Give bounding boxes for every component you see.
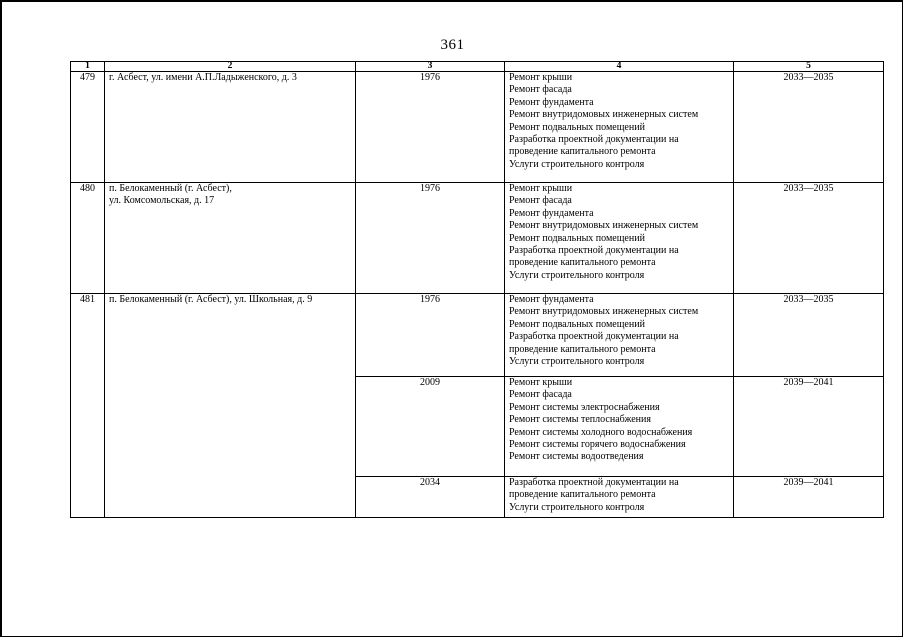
- work-item: Ремонт внутридомовых инженерных систем: [509, 220, 699, 232]
- row-number: 480: [71, 183, 105, 294]
- work-item: Разработка проектной документации на: [509, 245, 679, 257]
- year-cell: 2009: [356, 377, 505, 477]
- works-cell: [505, 377, 734, 477]
- work-item: Ремонт подвальных помещений: [509, 318, 645, 330]
- table-row: [71, 72, 884, 183]
- period-cell: 2039—2041: [734, 477, 884, 518]
- year-cell: 1976: [356, 183, 505, 294]
- column-header: 3: [356, 62, 505, 72]
- table-header-row: [71, 62, 884, 72]
- work-item: проведение капитального ремонта: [509, 257, 656, 269]
- address-line: п. Белокаменный (г. Асбест),: [109, 183, 232, 194]
- work-item: Ремонт фасада: [509, 195, 572, 207]
- address-line: г. Асбест, ул. имени А.П.Ладыженского, д. 3: [109, 72, 297, 83]
- work-item: Разработка проектной документации на: [509, 477, 679, 488]
- work-item: Ремонт системы водоотведения: [509, 451, 644, 463]
- work-item: Ремонт фундамента: [509, 207, 594, 219]
- column-header: 2: [105, 62, 356, 72]
- work-item: Ремонт подвальных помещений: [509, 121, 645, 133]
- work-item: Разработка проектной документации на: [509, 134, 679, 146]
- work-item: Ремонт крыши: [509, 72, 573, 83]
- works-cell: [505, 72, 734, 183]
- work-item: Услуги строительного контроля: [509, 158, 645, 170]
- repair-schedule-table: [70, 61, 884, 518]
- work-item: Ремонт внутридомовых инженерных систем: [509, 306, 699, 318]
- page-number: 361: [440, 37, 465, 53]
- work-item: Ремонт фундамента: [509, 96, 594, 108]
- work-item: Ремонт фасада: [509, 84, 572, 96]
- period-cell: 2033—2035: [734, 72, 884, 183]
- row-number: 479: [71, 72, 105, 183]
- year-cell: 1976: [356, 72, 505, 183]
- work-item: Ремонт внутридомовых инженерных систем: [509, 109, 699, 121]
- work-item: Услуги строительного контроля: [509, 356, 645, 368]
- address-cell: [105, 183, 356, 294]
- period-cell: 2039—2041: [734, 377, 884, 477]
- work-item: Услуги строительного контроля: [509, 501, 645, 513]
- work-item: Ремонт крыши: [509, 377, 573, 388]
- work-item: Ремонт крыши: [509, 183, 573, 194]
- column-header: 1: [71, 62, 105, 72]
- table-row: [71, 294, 884, 377]
- work-item: Услуги строительного контроля: [509, 269, 645, 281]
- work-item: Ремонт фундамента: [509, 294, 594, 305]
- work-item: Ремонт фасада: [509, 389, 572, 401]
- address-cell: [105, 294, 356, 518]
- work-item: Ремонт системы холодного водоснабжения: [509, 426, 693, 438]
- works-cell: [505, 294, 734, 377]
- address-line: п. Белокаменный (г. Асбест), ул. Школьная, д. 9: [109, 294, 313, 305]
- works-cell: [505, 183, 734, 294]
- table-body: [71, 72, 884, 518]
- work-item: проведение капитального ремонта: [509, 146, 656, 158]
- column-header: 5: [734, 62, 884, 72]
- address-cell: [105, 72, 356, 183]
- address-line: ул. Комсомольская, д. 17: [109, 195, 215, 207]
- row-number: 481: [71, 294, 105, 518]
- year-cell: 1976: [356, 294, 505, 377]
- column-header: 4: [505, 62, 734, 72]
- period-cell: 2033—2035: [734, 183, 884, 294]
- year-cell: 2034: [356, 477, 505, 518]
- work-item: проведение капитального ремонта: [509, 343, 656, 355]
- work-item: Ремонт системы теплоснабжения: [509, 414, 651, 426]
- work-item: Ремонт подвальных помещений: [509, 232, 645, 244]
- works-cell: [505, 477, 734, 518]
- table-row: [71, 183, 884, 294]
- work-item: Ремонт системы электроснабжения: [509, 401, 660, 413]
- work-item: Разработка проектной документации на: [509, 331, 679, 343]
- work-item: Ремонт системы горячего водоснабжения: [509, 439, 686, 451]
- work-item: проведение капитального ремонта: [509, 489, 656, 501]
- period-cell: 2033—2035: [734, 294, 884, 377]
